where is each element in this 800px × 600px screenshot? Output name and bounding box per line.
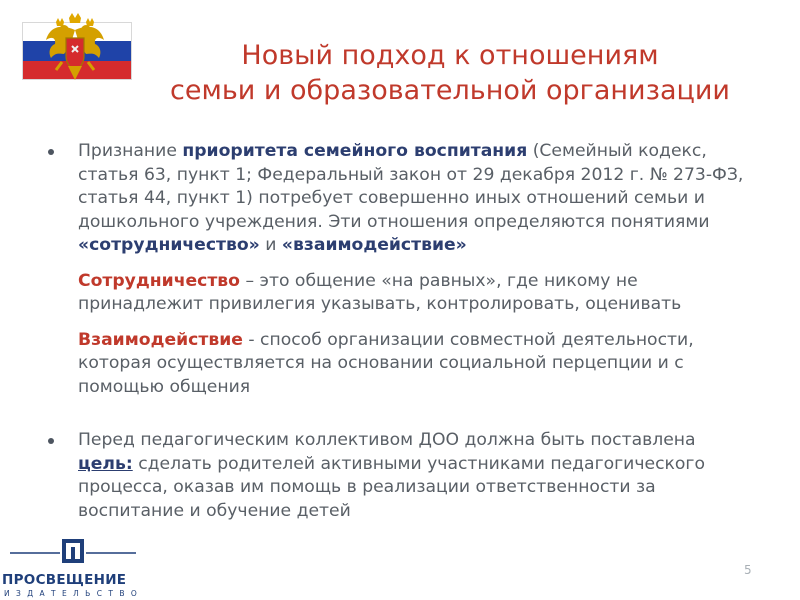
bullet-item-1 xyxy=(52,140,752,258)
bullet-2-text: Перед педагогическим коллективом ДОО должна быть поставлена цель: сделать родителей активными участниками педагогического процесса, оказав им помощь в реализации ответственности за воспитание и обучение детей xyxy=(78,430,705,521)
bullet-item-2 xyxy=(52,429,752,523)
bullet-dot-icon xyxy=(48,149,54,155)
definition-term: Сотрудничество xyxy=(78,270,240,291)
definition-text: – это общение «на равных», где никому не принадлежит привилегия указывать, контролировать, оценивать xyxy=(78,270,682,314)
definition-term: Взаимодействие xyxy=(78,329,243,350)
definition-cooperation xyxy=(52,270,752,317)
priority-phrase: приоритета семейного воспитания xyxy=(182,141,528,161)
publisher-subtitle: ИЗДАТЕЛЬСТВО xyxy=(4,589,144,598)
term-interaction-quoted: «взаимодействие» xyxy=(281,235,467,255)
page-number: 5 xyxy=(744,563,752,577)
bullet-1-text: Признание приоритета семейного воспитания (Семейный кодекс, статья 63, пункт 1; Федеральный закон от 29 декабря 2012 г. № 273-ФЗ, статья 44, пункт 1) потребует совершенно иных отношений семьи и дошкольного учреждения. Эти отношения определяются понятиями «сотрудничество» и «взаимодействие» xyxy=(78,141,744,255)
bullet-dot-icon xyxy=(48,438,54,444)
title-line-1: Новый подход к отношениям xyxy=(241,40,659,71)
prosveshchenie-logo-icon xyxy=(4,537,144,597)
coat-of-arms-icon xyxy=(42,10,108,84)
term-cooperation-quoted: «сотрудничество» xyxy=(78,235,260,255)
slide-content xyxy=(52,140,752,523)
publisher-name: ПРОСВЕЩЕНИЕ xyxy=(2,572,127,588)
definition-interaction xyxy=(52,329,752,400)
title-line-2: семьи и образовательной организации xyxy=(170,75,730,106)
page-title xyxy=(140,38,760,108)
definition-text: - способ организации совместной деятельности, которая осуществляется на основании социальной перцепции и с помощью общения xyxy=(78,329,694,397)
goal-label: цель: xyxy=(78,453,133,474)
